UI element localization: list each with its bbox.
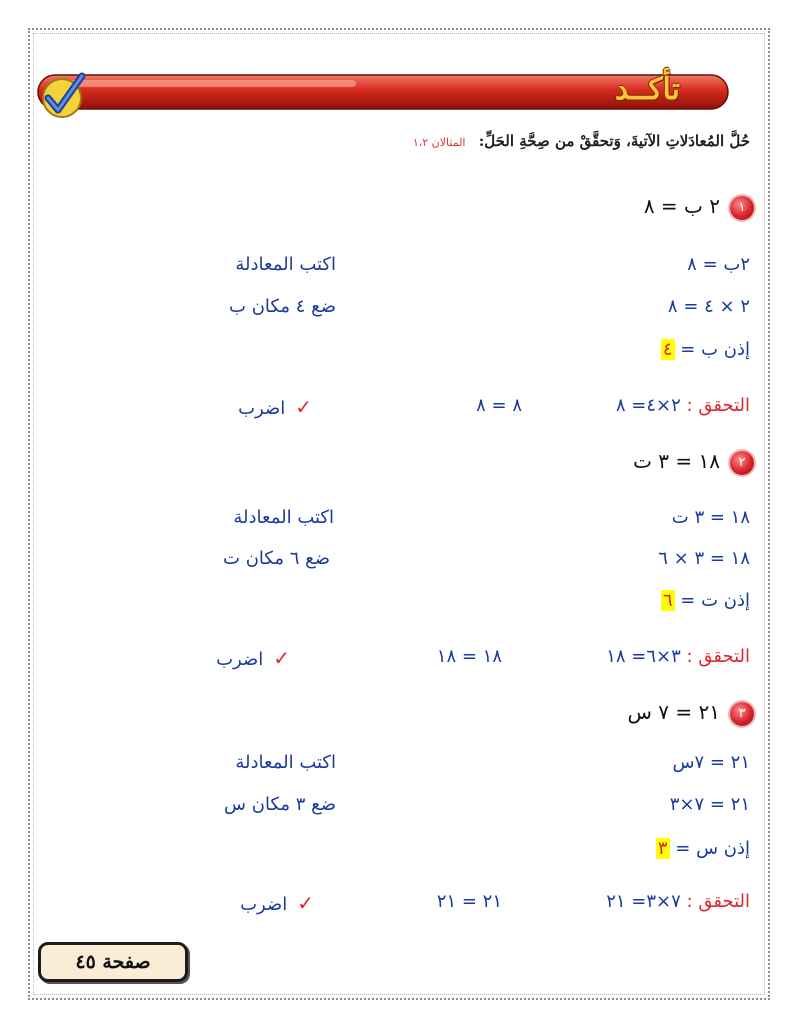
section-title: تأكــد [614, 72, 680, 107]
problem-2-step2-note: ضع ٦ مكان ت [223, 548, 330, 569]
checkmark-icon: ✓ [297, 891, 314, 915]
problem-2-step1-equation: ١٨ = ٣ ت [671, 507, 750, 528]
check-note-text: اضرب [240, 894, 288, 915]
problem-2-check-result: ١٨ = ١٨ [436, 646, 502, 667]
example-reference: المثالان ١،٢ [412, 136, 466, 149]
problem-1-statement [644, 194, 754, 220]
answer-value: ٦ [662, 590, 673, 611]
problem-1-step1-note: اكتب المعادلة [235, 254, 336, 275]
checkmark-icon: ✓ [273, 646, 290, 670]
problem-2-check-note [216, 646, 290, 670]
answer-value: ٤ [662, 339, 673, 360]
problem-3-check [606, 891, 750, 912]
problem-number-badge: ٢ [730, 451, 754, 475]
problem-2-statement [633, 449, 754, 475]
problem-3-answer [656, 838, 750, 859]
check-note-text: اضرب [216, 649, 264, 670]
check-equation: ٢×٤= ٨ [615, 395, 681, 416]
check-label: التحقق : [686, 646, 750, 667]
problem-equation: ٢ ب = ٨ [643, 194, 720, 218]
problem-equation: ٢١ = ٧ س [627, 700, 720, 724]
checkmark-badge-icon [36, 72, 88, 120]
problem-1-step2-equation: ٢ × ٤ = ٨ [667, 296, 750, 317]
problem-number-badge: ٣ [730, 702, 754, 726]
problem-1-check [616, 395, 750, 416]
problem-equation: ١٨ = ٣ ت [633, 449, 720, 473]
problem-1-step2-note: ضع ٤ مكان ب [229, 296, 336, 317]
problem-3-statement [628, 700, 755, 726]
problem-number-badge: ١ [730, 196, 754, 220]
problem-2-step2-equation: ١٨ = ٣ × ٦ [658, 548, 750, 569]
instruction [413, 132, 750, 150]
problem-3-step2-equation: ٢١ = ٧×٣ [669, 794, 750, 815]
instruction-text: حُلَّ المُعادَلاتِ الآتيةَ، وَتحقَّقْ من صِحَّةِ الحَلِّ: [478, 132, 750, 150]
check-equation: ٣×٦= ١٨ [606, 646, 681, 667]
check-label: التحقق : [686, 891, 750, 912]
problem-1-check-note [238, 395, 312, 419]
answer-value: ٣ [657, 838, 668, 859]
problem-3-check-result: ٢١ = ٢١ [436, 891, 502, 912]
problem-1-check-result: ٨ = ٨ [476, 395, 522, 416]
check-equation: ٧×٣= ٢١ [606, 891, 681, 912]
problem-3-step1-note: اكتب المعادلة [235, 752, 336, 773]
answer-prefix: إذن س = [675, 838, 750, 859]
problem-2-step1-note: اكتب المعادلة [233, 507, 334, 528]
problem-1-answer [661, 339, 750, 360]
answer-prefix: إذن ب = [680, 339, 750, 360]
problem-3-step1-equation: ٢١ = ٧س [672, 752, 750, 773]
problem-3-check-note [240, 891, 314, 915]
section-banner [36, 72, 744, 112]
problem-2-answer [661, 590, 750, 611]
checkmark-icon: ✓ [295, 395, 312, 419]
problem-1-step1-equation: ٢ب = ٨ [687, 254, 750, 275]
check-label: التحقق : [686, 395, 750, 416]
problem-2-check [606, 646, 750, 667]
check-note-text: اضرب [238, 398, 286, 419]
answer-prefix: إذن ت = [680, 590, 750, 611]
page-number-label: صفحة ٤٥ [38, 942, 188, 982]
problem-3-step2-note: ضع ٣ مكان س [224, 794, 336, 815]
